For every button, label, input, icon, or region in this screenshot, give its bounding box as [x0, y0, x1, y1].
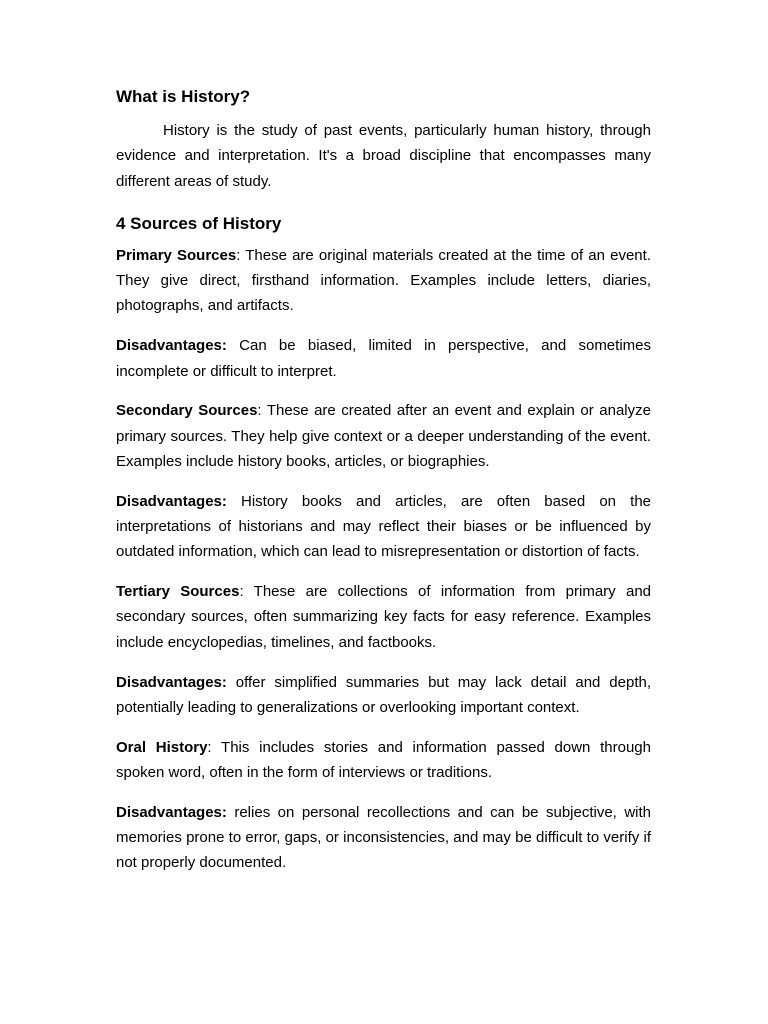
term-separator: :	[239, 583, 244, 601]
secondary-disadvantages-paragraph	[116, 489, 651, 565]
oral-history-term: Oral History	[116, 738, 208, 756]
term-separator: :	[257, 402, 262, 420]
disadvantages-term: Disadvantages:	[116, 492, 227, 510]
section-heading: 4 Sources of History	[116, 213, 282, 233]
primary-disadvantages-text: Can be biased, limited in perspective, and sometimes incomplete or difficult to interpret.	[116, 337, 651, 380]
oral-history-paragraph	[116, 735, 651, 786]
disadvantages-term: Disadvantages:	[116, 337, 227, 355]
oral-disadvantages-paragraph	[116, 800, 651, 876]
intro-paragraph: History is the study of past events, particularly human history, through evidence and interpretation. It's a broad discipline that encompasses many different areas of study.	[116, 122, 651, 190]
disadvantages-term: Disadvantages:	[116, 803, 227, 821]
secondary-sources-text: These are created after an event and explain or analyze primary sources. They help give context or a deeper understanding of the event. Examples include history books, articles, or biographies.	[116, 402, 651, 470]
page-title: What is History?	[116, 87, 251, 106]
tertiary-sources-text: These are collections of information from primary and secondary sources, often summarizing key facts for easy reference. Examples include encyclopedias, timelines, and factbooks.	[116, 583, 652, 651]
tertiary-disadvantages-text: offer simplified summaries but may lack detail and depth, potentially leading to generalizations or overlooking important context.	[116, 673, 651, 716]
term-separator: :	[236, 246, 241, 264]
primary-sources-text: These are original materials created at the time of an event. They give direct, firsthand information. Examples include letters, diaries, photographs, and artifacts.	[116, 246, 651, 315]
oral-history-text: This includes stories and information passed down through spoken word, often in the form of interviews or traditions.	[116, 738, 651, 781]
tertiary-sources-paragraph	[116, 579, 651, 655]
secondary-sources-paragraph	[116, 398, 651, 474]
primary-sources-term: Primary Sources	[116, 246, 237, 264]
primary-disadvantages-paragraph	[116, 333, 651, 384]
oral-disadvantages-text: relies on personal recollections and can be subjective, with memories prone to error, gaps, or inconsistencies, and may be difficult to verify if not properly documented.	[116, 803, 651, 872]
secondary-disadvantages-text: History books and articles, are often based on the interpretations of historians and may reflect their biases or be influenced by outdated information, which can lead to misrepresentation or distortion of facts.	[116, 492, 651, 561]
disadvantages-term: Disadvantages:	[116, 673, 227, 691]
tertiary-disadvantages-paragraph	[116, 670, 651, 721]
primary-sources-paragraph	[116, 243, 651, 319]
term-separator: :	[207, 738, 212, 756]
secondary-sources-term: Secondary Sources	[116, 402, 258, 420]
tertiary-sources-term: Tertiary Sources	[116, 583, 240, 601]
